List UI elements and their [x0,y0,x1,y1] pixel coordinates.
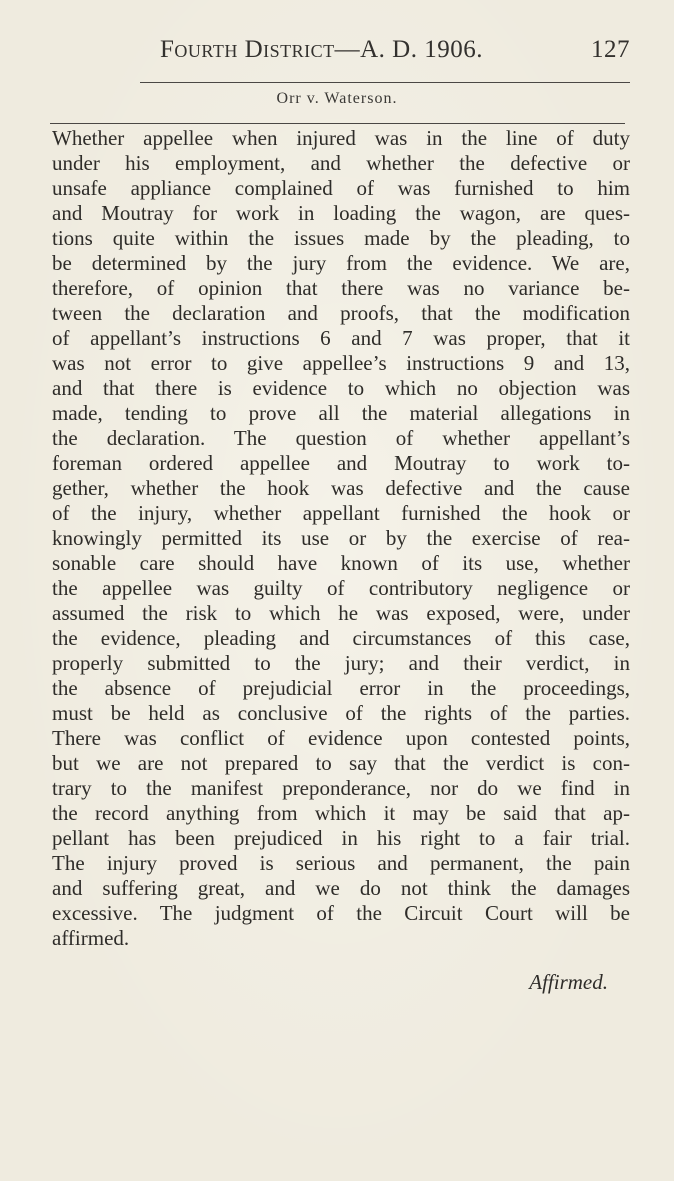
text-line: There was conflict of evidence upon contested points, [52,726,630,750]
text-line: of the injury, whether appellant furnished the hook or [52,501,630,525]
text-line: excessive. The judgment of the Circuit Court will be [52,901,630,925]
text-line: Whether appellee when injured was in the line of duty [52,126,630,150]
text-line: under his employment, and whether the defective or [52,151,630,175]
text-line: foreman ordered appellee and Moutray to work to- [52,451,630,475]
text-line: be determined by the jury from the evidence. We are, [52,251,630,275]
text-line: gether, whether the hook was defective and the cause [52,476,630,500]
text-line: and that there is evidence to which no objection was [52,376,630,400]
text-line: the appellee was guilty of contributory negligence or [52,576,630,600]
text-line: and suffering great, and we do not think the damages [52,876,630,900]
text-line: sonable care should have known of its use, whether [52,551,630,575]
text-line: made, tending to prove all the material allegations in [52,401,630,425]
text-line: the evidence, pleading and circumstances of this case, [52,626,630,650]
page-number: 127 [591,36,630,63]
running-head [160,36,630,76]
text-line: tween the declaration and proofs, that the modification [52,301,630,325]
text-line: the record anything from which it may be said that ap- [52,801,630,825]
disposition: Affirmed. [529,970,608,994]
text-line: must be held as conclusive of the rights of the parties. [52,701,630,725]
case-name-rule [50,123,625,124]
header-rule [140,82,630,83]
text-line: of appellant’s instructions 6 and 7 was proper, that it [52,326,630,350]
text-line: unsafe appliance complained of was furnished to him [52,176,630,200]
case-name: Orr v. Waterson. [276,90,398,107]
text-line: the declaration. The question of whether appellant’s [52,426,630,450]
text-line: The injury proved is serious and permanent, the pain [52,851,630,875]
text-line: the absence of prejudicial error in the proceedings, [52,676,630,700]
text-line: knowingly permitted its use or by the exercise of rea- [52,526,630,550]
text-line: was not error to give appellee’s instructions 9 and 13, [52,351,630,375]
text-line: tions quite within the issues made by the pleading, to [52,226,630,250]
text-line: and Moutray for work in loading the wagon, are ques- [52,201,630,225]
text-line: assumed the risk to which he was exposed, were, under [52,601,630,625]
text-line: affirmed. [52,926,130,950]
text-line: properly submitted to the jury; and their verdict, in [52,651,630,675]
text-line: trary to the manifest preponderance, nor do we find in [52,776,630,800]
text-line: but we are not prepared to say that the verdict is con- [52,751,630,775]
running-title: Fourth District—A. D. 1906. [160,36,483,63]
text-line: pellant has been prejudiced in his right to a fair trial. [52,826,630,850]
text-line: therefore, of opinion that there was no variance be- [52,276,630,300]
opinion-text [52,126,630,951]
